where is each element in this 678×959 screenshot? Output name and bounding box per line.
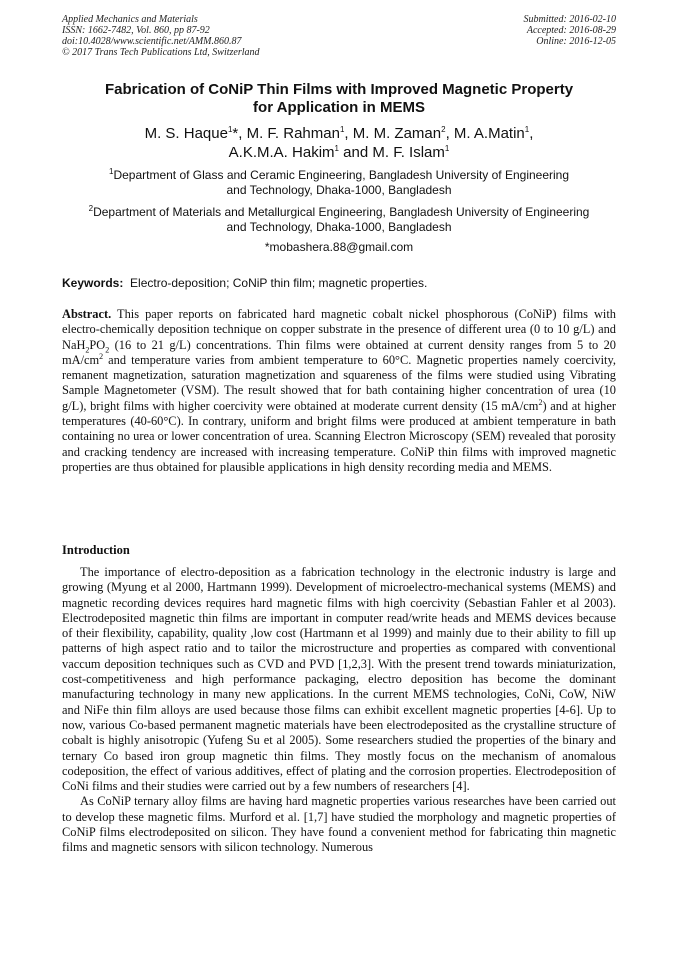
corresponding-email: *mobashera.88@gmail.com [264, 240, 414, 254]
author-separator: and [338, 144, 373, 161]
journal-doi: doi:10.4028/www.scientific.net/AMM.860.87 [62, 36, 242, 47]
author: M. F. Islam [372, 144, 445, 161]
abstract-label: Abstract. [62, 307, 112, 321]
keywords-text: Electro-deposition; CoNiP thin film; magnetic properties. [130, 276, 428, 290]
author-separator: , [344, 125, 353, 142]
journal-copyright: © 2017 Trans Tech Publications Ltd, Switzerland [62, 47, 260, 58]
submitted-date: Submitted: 2016-02-10 [523, 14, 616, 25]
abstract-text: PO [89, 337, 106, 352]
keywords [62, 276, 616, 291]
author: M. S. Haque [144, 125, 228, 142]
author-affiliation-mark: 1 [524, 125, 530, 134]
abstract-text: and temperature varies from ambient temperature to 60°C. Magnetic properties namely coercivity, remanent magnetization, saturation magnetization and squareness of the films were studied using Vibrating Sample Magnetometer (VSM). The result showed that for bath containing higher concentration of urea (10 g/L), bright films with higher coercivity were obtained at moderate current density (15 mA/cm [62, 352, 616, 413]
author-affiliation-mark: 1 [444, 144, 450, 153]
introduction-heading: Introduction [62, 543, 130, 557]
submission-dates [524, 14, 617, 47]
abstract-text: This paper reports on fabricated hard magnetic cobalt nickel phosphorous (CoNiP) films with electro-chemically deposition technique on copper substrate in the presence of different urea (0 to 10 g/L) and NaH [62, 307, 616, 352]
abstract-text: ) and at higher temperatures (40-60°C). In contrary, uniform and bright films were produced at ambient temperature in bath containing no urea or lower concentration of urea. Scanning Electron Microscopy (SEM) revealed that porosity and cracking tendency are increased with increasing temperature. CoNiP thin films with improved magnetic properties are thus obtained for plausible applications in high density recording media and MEMS. [62, 398, 617, 474]
journal-issn: ISSN: 1662-7482, Vol. 860, pp 87-92 [62, 25, 210, 36]
introduction-paragraph-1: The importance of electro-deposition as a fabrication technology in the electronic industry is large and growing (Myung et al 2000, Hartmann 1999). Development of microelectro-mechanical systems (MEMS) and magnetic recording devices requires hard magnetic films with high coercivity (Sebastian Fahler et al 2003). Electrodeposited magnetic thin films are important in computer read/write heads and MEMS devices because of their flexibility, capability, quality ,low cost (Hartmann et al 1999) and mainly due to their ability to fill up patterns of high aspect ratio and to tailor the microstructure and properties as compared with conventional vaccum deposition techniques such as CVD and PVD [1,2,3]. With the present trend towards miniaturization, cost-competitiveness and high performance packaging, electro deposition has become the dominant manufacturing technology in many new applications. In the current MEMS technologies, CoNi, CoW, NiW and NiFe thin film alloys are used because those films can exhibit excellent magnetic properties [4-6]. Up to now, various Co-based permanent magnetic materials have been electrodeposited as the crystalline structure of cobalt is highly anisotropic (Yufeng Su et al 2005). Some researchers studied the properties of the binary and ternary Co based iron group magnetic thin films. They mostly focus on the mechanism of anomalous codeposition, the effect of various additives, effect of plating and the corrosion properties. Electrodeposition of CoNi films and their studies were carried out by a few numbers of researchers [4]. [62, 565, 616, 794]
keywords-label: Keywords: [62, 276, 124, 290]
title-line-1: Fabrication of CoNiP Thin Films with Improved Magnetic Property [104, 81, 574, 98]
affiliation-line-2: and Technology, Dhaka-1000, Bangladesh [226, 220, 452, 234]
author: A.K.M.A. Hakim [228, 144, 335, 161]
journal-header [62, 14, 260, 58]
introduction-body [62, 565, 616, 856]
author-list [40, 124, 638, 162]
author-affiliation-mark: 2 [441, 125, 446, 134]
subscript: 2 [85, 345, 90, 355]
introduction-paragraph-2: As CoNiP ternary alloy films are having hard magnetic properties various researches have been carried out to develop these magnetic films. Murford et al. [1,7] have studied the morphology and magnetic properties of CoNiP films electrodeposited on silicon. They have found a convenient method for fabricating thin magnetic films and magnetic sensors with silicon technology. Numerous [62, 794, 616, 855]
author-separator: , [529, 125, 534, 142]
author-separator: *, [232, 125, 247, 142]
paper-title [40, 81, 638, 117]
author-separator: , [445, 125, 454, 142]
author: M. F. Rahman [246, 125, 340, 142]
author-affiliation-mark: 1 [227, 125, 233, 134]
superscript: 2 [538, 397, 543, 407]
title-line-2: for Application in MEMS [253, 99, 425, 116]
subscript: 2 [105, 345, 110, 355]
author-affiliation-mark: 1 [339, 125, 345, 134]
author: M. A.Matin [453, 125, 525, 142]
affiliation-1 [40, 168, 638, 198]
affiliation-line-1: Department of Glass and Ceramic Engineering, Bangladesh University of Engineering [113, 168, 570, 182]
affiliation-mark: 2 [88, 204, 94, 213]
superscript: 2 [99, 351, 104, 361]
affiliation-line-2: and Technology, Dhaka-1000, Bangladesh [226, 183, 452, 197]
abstract [62, 307, 616, 475]
journal-name: Applied Mechanics and Materials [62, 14, 198, 25]
author-affiliation-mark: 1 [334, 144, 339, 153]
abstract-text: (16 to 21 g/L) concentrations. Thin films were obtained at current density ranges from 5 to 20 mA/cm [62, 337, 616, 367]
affiliation-2 [40, 205, 638, 235]
affiliation-mark: 1 [108, 167, 114, 176]
affiliation-line-1: Department of Materials and Metallurgical Engineering, Bangladesh University of Engineering [93, 205, 590, 219]
online-date: Online: 2016-12-05 [536, 36, 616, 47]
author: M. M. Zaman [352, 125, 442, 142]
accepted-date: Accepted: 2016-08-29 [526, 25, 616, 36]
